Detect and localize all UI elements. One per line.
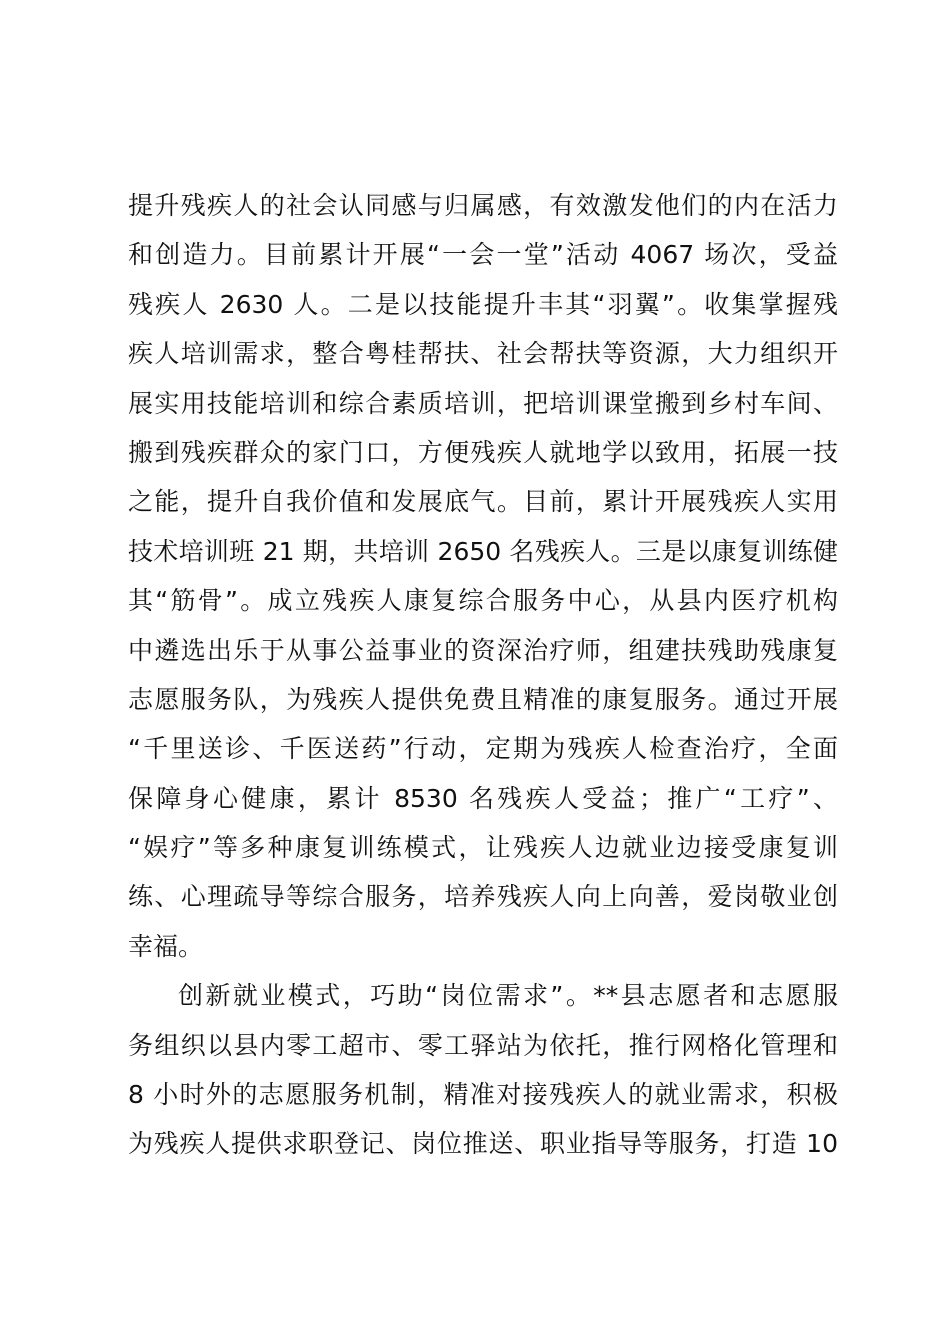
text-line: “千里送诊、千医送药”行动，定期为残疾人检查治疗，全面 bbox=[128, 734, 838, 764]
text-line: 中遴选出乐于从事公益事业的资深治疗师，组建扶残助残康复 bbox=[128, 635, 838, 665]
text-line: 提升残疾人的社会认同感与归属感，有效激发他们的内在活力 bbox=[128, 191, 838, 220]
text-line: 为残疾人提供求职登记、岗位推送、职业指导等服务，打造 10 bbox=[128, 1129, 838, 1159]
text-line: 其“筋骨”。成立残疾人康复综合服务中心，从县内医疗机构 bbox=[128, 586, 838, 616]
text-line: “娱疗”等多种康复训练模式，让残疾人边就业边接受康复训 bbox=[128, 833, 838, 863]
text-line: 技术培训班 21 期，共培训 2650 名残疾人。三是以康复训练健 bbox=[128, 536, 838, 566]
body-text bbox=[128, 181, 838, 1169]
text-line: 务组织以县内零工超市、零工驿站为依托，推行网格化管理和 bbox=[128, 1030, 838, 1060]
text-line: 练、心理疏导等综合服务，培养残疾人向上向善，爱岗敬业创 bbox=[128, 882, 838, 912]
text-line: 志愿服务队，为残疾人提供免费且精准的康复服务。通过开展 bbox=[128, 684, 838, 714]
text-line: 之能，提升自我价值和发展底气。目前，累计开展残疾人实用 bbox=[128, 487, 838, 517]
text-line: 疾人培训需求，整合粤桂帮扶、社会帮扶等资源，大力组织开 bbox=[128, 339, 838, 369]
paragraph-first-line: 创新就业模式，巧助“岗位需求”。**县志愿者和志愿服 bbox=[178, 981, 838, 1011]
text-line: 残疾人 2630 人。二是以技能提升丰其“羽翼”。收集掌握残 bbox=[128, 289, 838, 319]
text-line: 幸福。 bbox=[128, 931, 204, 961]
text-line: 保障身心健康，累计 8530 名残疾人受益；推广“工疗”、 bbox=[128, 783, 838, 813]
text-line: 和创造力。目前累计开展“一会一堂”活动 4067 场次，受益 bbox=[128, 240, 838, 270]
text-line: 展实用技能培训和综合素质培训，把培训课堂搬到乡村车间、 bbox=[128, 388, 838, 418]
text-line: 8 小时外的志愿服务机制，精准对接残疾人的就业需求，积极 bbox=[128, 1080, 838, 1110]
text-line: 搬到残疾群众的家门口，方便残疾人就地学以致用，拓展一技 bbox=[128, 437, 838, 467]
